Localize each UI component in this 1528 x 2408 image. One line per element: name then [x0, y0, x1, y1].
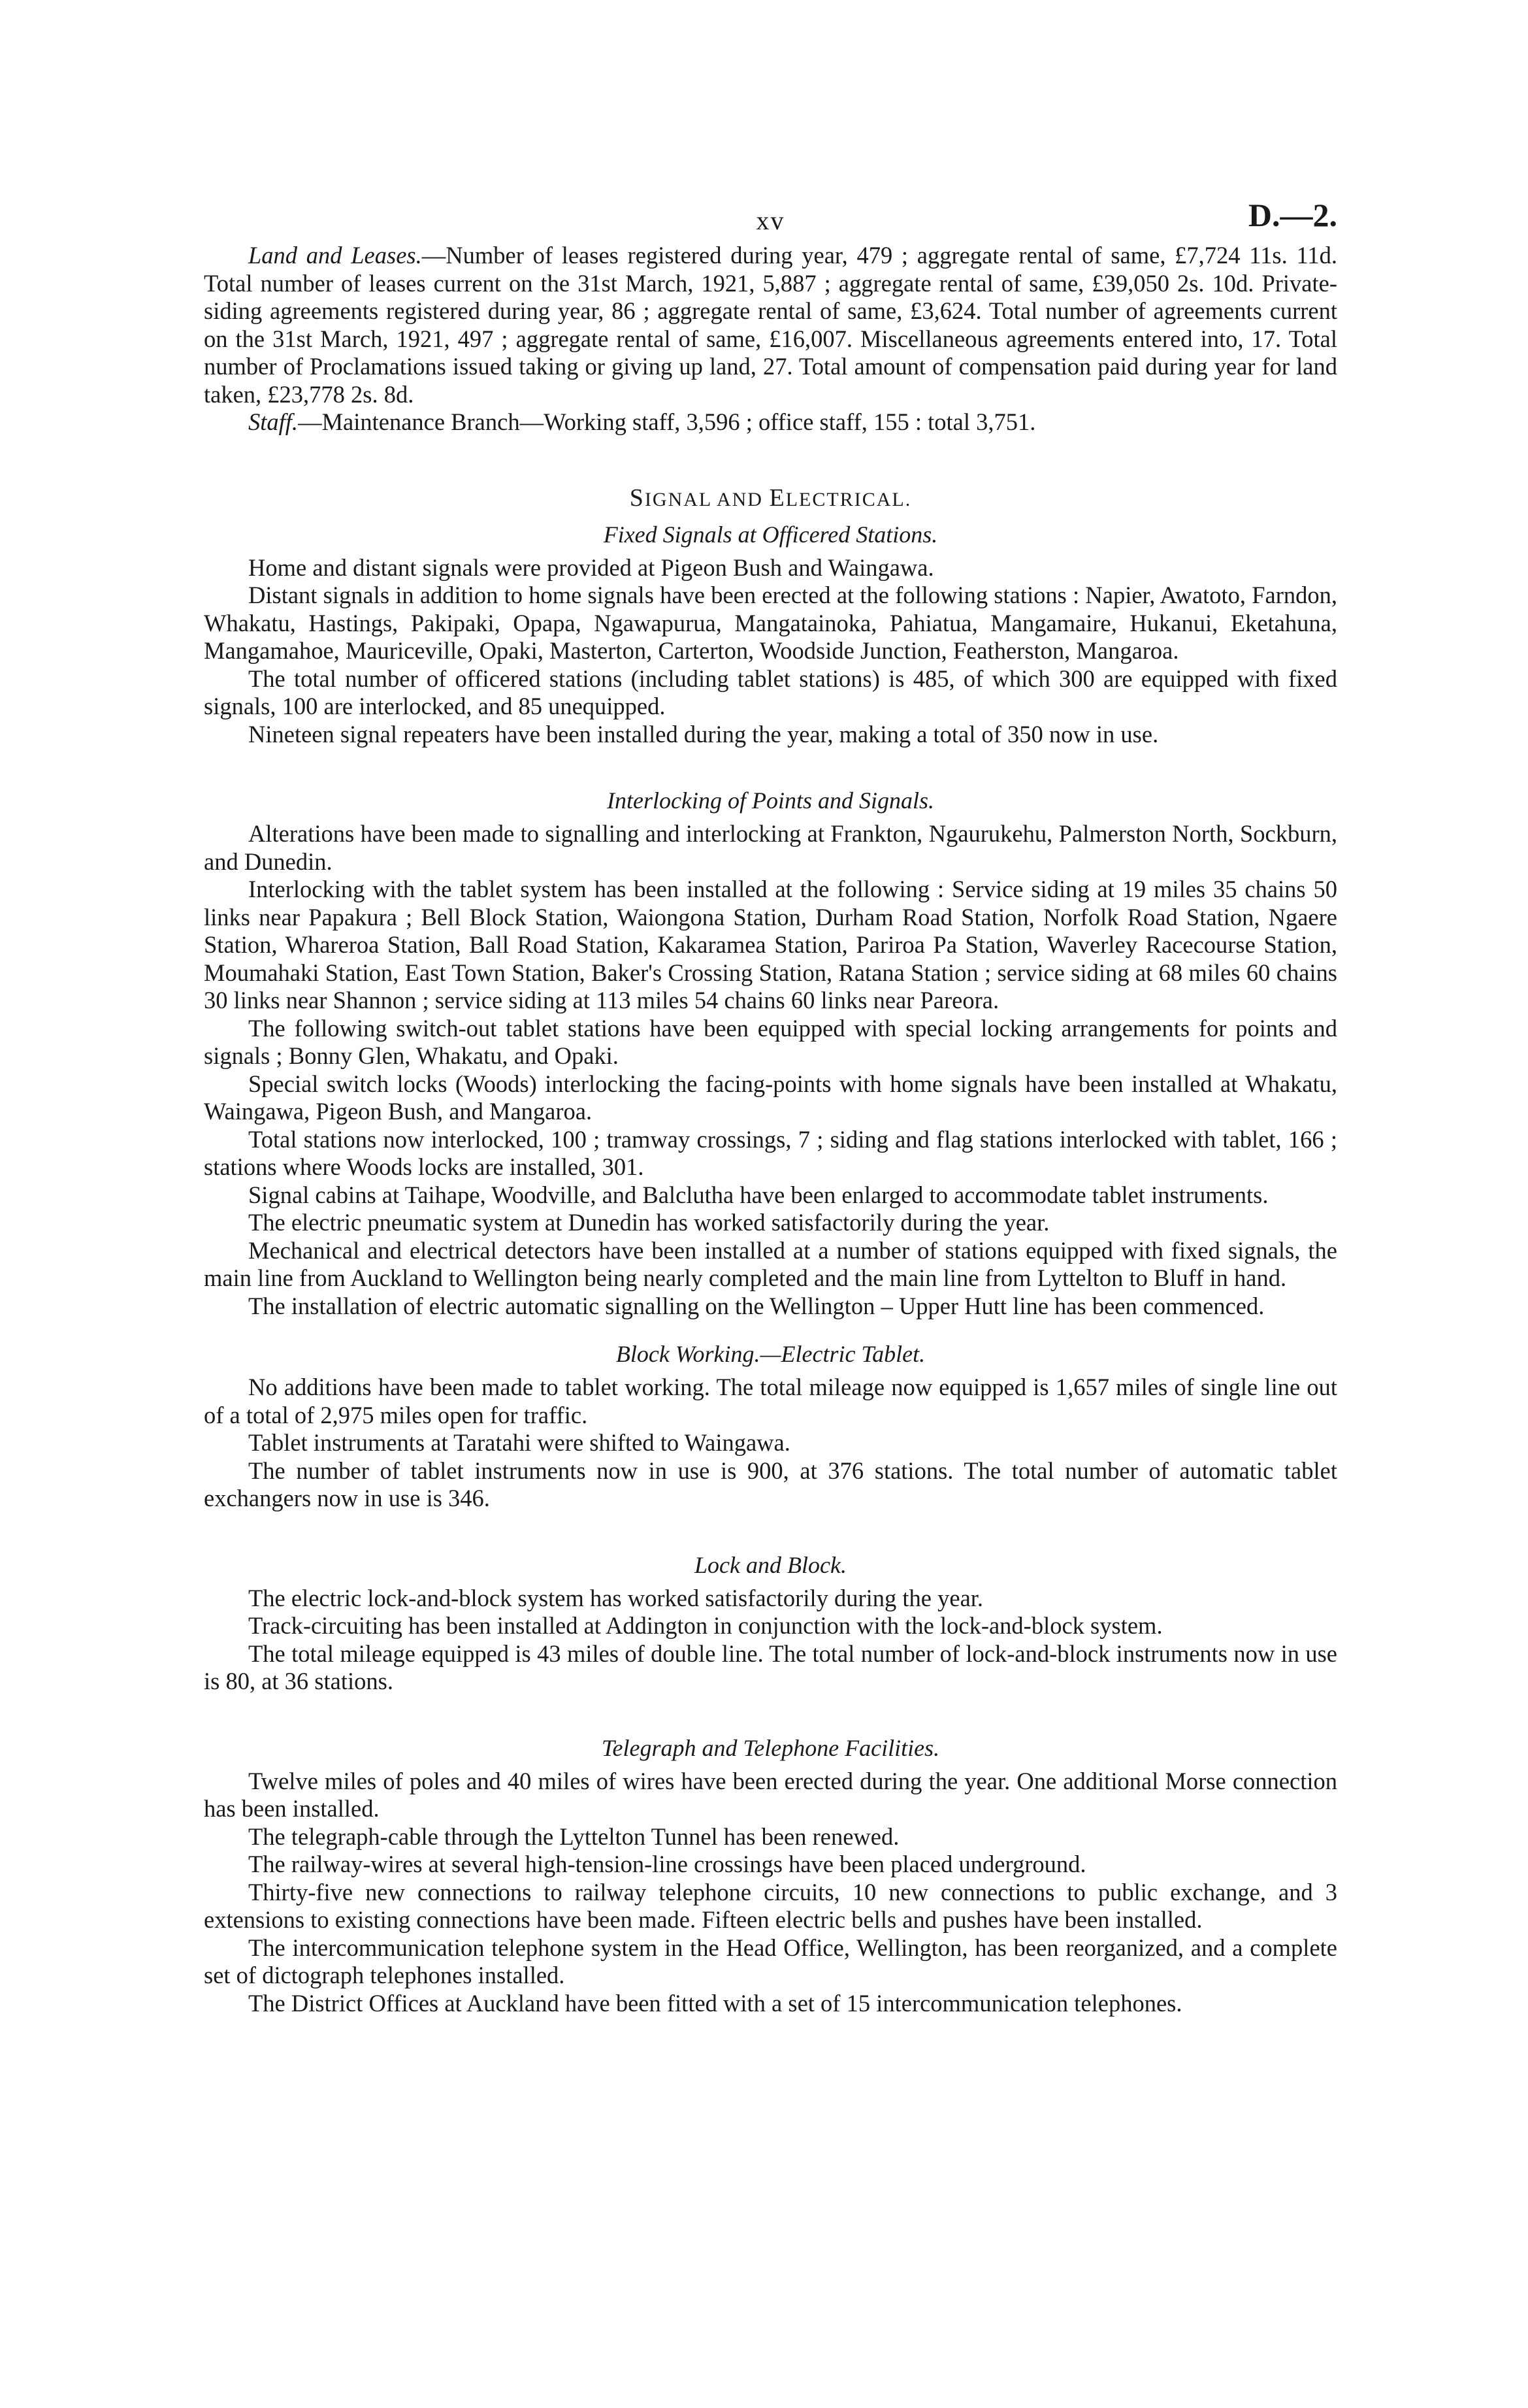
- paragraph: Track-circuiting has been installed at Addington in conjunction with the lock-and-block system.: [248, 1612, 1163, 1639]
- lock-and-block-section: [204, 1551, 1337, 1696]
- document-page: [204, 196, 1337, 2017]
- paragraph: Home and distant signals were provided at Pigeon Bush and Waingawa.: [248, 553, 934, 581]
- staff-text: —Maintenance Branch—Working staff, 3,596 ; office staff, 155 : total 3,751.: [298, 408, 1036, 435]
- paragraph: Total stations now interlocked, 100 ; tramway crossings, 7 ; siding and flag stations interlocked with tablet, 166 ; stations where Woods locks are installed, 301.: [204, 1125, 1337, 1180]
- paragraph: The electric pneumatic system at Dunedin has worked satisfactorily during the year.: [248, 1209, 1050, 1236]
- paragraph: Nineteen signal repeaters have been installed during the year, making a total of 350 now in use.: [248, 720, 1159, 748]
- paragraph: Tablet instruments at Taratahi were shifted to Waingawa.: [248, 1429, 790, 1456]
- paragraph: Thirty-five new connections to railway telephone circuits, 10 new connections to public exchange, and 3 extensions to existing connections have been made. Fifteen electric bells and pushes have been installed.: [204, 1878, 1337, 1933]
- block-working-heading: Block Working.—Electric Tablet.: [615, 1341, 926, 1367]
- paragraph: The installation of electric automatic signalling on the Wellington – Upper Hutt line has been commenced.: [248, 1292, 1265, 1319]
- paragraph: The District Offices at Auckland have been fitted with a set of 15 intercommunication telephones.: [248, 1989, 1182, 2017]
- paragraph: Mechanical and electrical detectors have been installed at a number of stations equipped with fixed signals, the main line from Auckland to Wellington being nearly completed and the main line from Lyttelton to Bluff in hand.: [204, 1236, 1337, 1291]
- land-leases-text: —Number of leases registered during year, 479 ; aggregate rental of same, £7,724 11s. 11d. Total number of leases current on the 31st March, 1921, 5,887 ; aggregate rental of same, £39,050 2s. 10d. Private-siding agreements registered during year, 86 ; aggregate rental of same, £3,624. Total number of agreements current on the 31st March, 1921, 497 ; aggregate rental of same, £16,007. Miscellaneous agreements entered into, 17. Total number of Proclamations issued taking or giving up land, 27. Total amount of compensation paid during year for land taken, £23,778 2s. 8d.: [204, 242, 1337, 408]
- paragraph: Signal cabins at Taihape, Woodville, and Balclutha have been enlarged to accommodate tablet instruments.: [248, 1181, 1269, 1208]
- staff-lead: Staff.: [248, 408, 299, 435]
- land-leases-lead: Land and Leases.: [248, 242, 422, 269]
- page-number: xv: [756, 206, 785, 235]
- page-header: [204, 196, 1337, 242]
- fixed-signals-section: [204, 520, 1337, 749]
- paragraph: The total number of officered stations (including tablet stations) is 485, of which 300 are equipped with fixed signals, 100 are interlocked, and 85 unequipped.: [204, 665, 1337, 719]
- telegraph-telephone-section: [204, 1734, 1337, 2018]
- land-and-leases-section: [204, 242, 1337, 437]
- block-working-section: [204, 1340, 1337, 1513]
- paragraph: No additions have been made to tablet working. The total mileage now equipped is 1,657 miles of single line out of a total of 2,975 miles open for traffic.: [204, 1374, 1337, 1428]
- paragraph: Alterations have been made to signalling and interlocking at Frankton, Ngaurukehu, Palmerston North, Sockburn, and Dunedin.: [204, 820, 1337, 875]
- telegraph-telephone-heading: Telegraph and Telephone Facilities.: [601, 1734, 940, 1761]
- lock-and-block-heading: Lock and Block.: [694, 1551, 847, 1578]
- signal-electrical-title: SIGNAL AND ELECTRICAL.: [629, 484, 912, 512]
- paragraph: The total mileage equipped is 43 miles of double line. The total number of lock-and-block instruments now in use is 80, at 36 stations.: [204, 1640, 1337, 1694]
- interlocking-heading: Interlocking of Points and Signals.: [607, 787, 934, 814]
- paragraph: The number of tablet instruments now in use is 900, at 376 stations. The total number of automatic tablet exchangers now in use is 346.: [204, 1457, 1337, 1511]
- land-leases-paragraph: [204, 242, 1337, 408]
- fixed-signals-heading: Fixed Signals at Officered Stations.: [603, 521, 938, 548]
- paragraph: Distant signals in addition to home signals have been erected at the following stations : Napier, Awatoto, Farndon, Whakatu, Hastings, Pakipaki, Opapa, Ngawapurua, Mangatainoka, Pahiatua, Mangamaire, Hukanui, Eketahuna, Mangamahoe, Mauriceville, Opaki, Masterton, Carterton, Woodside Junction, Featherston, Mangaroa.: [204, 582, 1337, 664]
- paragraph: The telegraph-cable through the Lyttelton Tunnel has been renewed.: [248, 1822, 900, 1850]
- paragraph: The railway-wires at several high-tension-line crossings have been placed underground.: [248, 1851, 1086, 1877]
- interlocking-section: [204, 786, 1337, 1320]
- paragraph: The intercommunication telephone system in the Head Office, Wellington, has been reorganized, and a complete set of dictograph telephones installed.: [204, 1934, 1337, 1988]
- paragraph: Interlocking with the tablet system has been installed at the following : Service siding at 19 miles 35 chains 50 links near Papakura ; Bell Block Station, Waiongona Station, Durham Road Station, Norfolk Road Station, Ngaere Station, Whareroa Station, Ball Road Station, Kakaramea Station, Pariroa Pa Station, Waverley Racecourse Station, Moumahaki Station, East Town Station, Baker's Crossing Station, Ratana Station ; service siding at 68 miles 60 chains 30 links near Shannon ; service siding at 113 miles 54 chains 60 links near Pareora.: [204, 876, 1337, 1014]
- paragraph: Special switch locks (Woods) interlocking the facing-points with home signals have been installed at Whakatu, Waingawa, Pigeon Bush, and Mangaroa.: [204, 1070, 1337, 1125]
- paragraph: The electric lock-and-block system has worked satisfactorily during the year.: [248, 1584, 984, 1611]
- staff-paragraph: [204, 408, 1337, 437]
- paragraph: Twelve miles of poles and 40 miles of wires have been erected during the year. One additional Morse connection has been installed.: [204, 1767, 1337, 1822]
- document-reference: D.—2.: [1248, 197, 1337, 233]
- paragraph: The following switch-out tablet stations have been equipped with special locking arrangements for points and signals ; Bonny Glen, Whakatu, and Opaki.: [204, 1014, 1337, 1069]
